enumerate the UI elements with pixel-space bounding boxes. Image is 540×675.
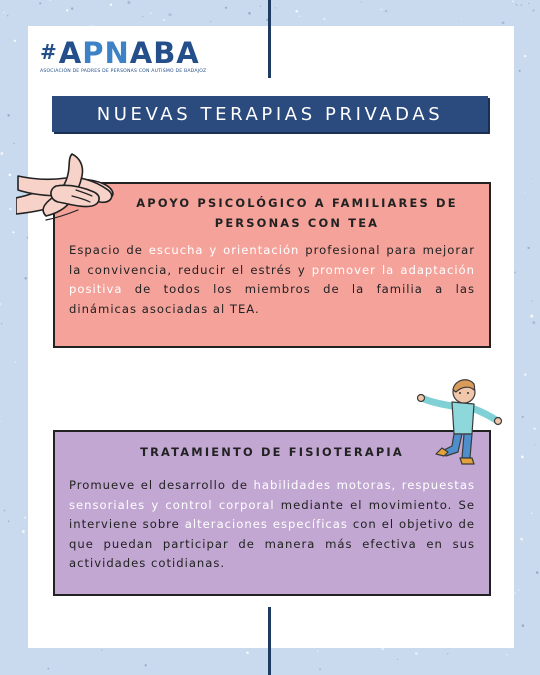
speckle-dot bbox=[295, 10, 298, 13]
speckle-dot bbox=[9, 208, 11, 210]
speckle-dot bbox=[519, 70, 521, 72]
speckle-dot bbox=[415, 652, 418, 655]
speckle-dot bbox=[39, 2, 41, 4]
speckle-dot bbox=[521, 455, 524, 458]
logo-letters-aba: ABA bbox=[129, 36, 200, 70]
speckle-dot bbox=[514, 592, 516, 594]
page-title: NUEVAS TERAPIAS PRIVADAS bbox=[96, 103, 444, 125]
logo-hash: # bbox=[40, 40, 58, 64]
highlighted-phrase: promover la adaptación positiva bbox=[69, 262, 475, 296]
speckle-dot bbox=[71, 7, 73, 9]
speckle-dot bbox=[49, 0, 51, 1]
apnaba-logo bbox=[40, 37, 206, 74]
speckle-dot bbox=[24, 517, 26, 519]
section1-heading: APOYO PSICOLÓGICO A FAMILIARES DE PERSONAS CON TEA bbox=[136, 196, 458, 230]
speckle-dot bbox=[532, 300, 533, 301]
speckle-dot bbox=[507, 654, 508, 655]
speckle-dot bbox=[533, 427, 536, 430]
speckle-dot bbox=[14, 143, 15, 144]
section1-body bbox=[55, 241, 489, 319]
section2-heading: TRATAMIENTO DE FISIOTERAPIA bbox=[140, 445, 404, 459]
speckle-dot bbox=[382, 648, 384, 650]
speckle-dot bbox=[0, 303, 1, 305]
speckle-dot bbox=[533, 10, 535, 12]
speckle-dot bbox=[22, 530, 25, 533]
speckle-dot bbox=[127, 1, 130, 4]
speckle-dot bbox=[323, 18, 325, 20]
jumping-child-icon bbox=[416, 376, 508, 480]
speckle-dot bbox=[530, 315, 533, 318]
highlighted-phrase: habilidades motoras, respuestas sensoriales y control corporal bbox=[69, 478, 475, 512]
speckle-dot bbox=[47, 668, 49, 670]
speckle-dot bbox=[169, 13, 172, 16]
speckle-dot bbox=[514, 272, 516, 274]
speckle-dot bbox=[536, 571, 538, 573]
speckle-dot bbox=[15, 362, 16, 363]
top-divider-line bbox=[268, 0, 271, 78]
speckle-dot bbox=[385, 10, 388, 13]
speckle-dot bbox=[522, 416, 524, 418]
speckle-dot bbox=[522, 624, 525, 627]
speckle-dot bbox=[14, 40, 16, 42]
section2-body bbox=[55, 476, 489, 574]
speckle-dot bbox=[361, 1, 362, 2]
speckle-dot bbox=[521, 4, 523, 6]
speckle-dot bbox=[150, 12, 152, 14]
speckle-dot bbox=[145, 664, 147, 666]
stacked-hands-icon bbox=[16, 150, 126, 232]
logo-letter-a: A bbox=[58, 36, 83, 70]
speckle-dot bbox=[532, 321, 535, 324]
speckle-dot bbox=[66, 9, 69, 12]
speckle-dot bbox=[260, 6, 261, 7]
body-text: Espacio de bbox=[69, 243, 149, 257]
speckle-dot bbox=[0, 152, 3, 155]
speckle-dot bbox=[246, 651, 249, 654]
speckle-dot bbox=[531, 178, 532, 179]
logo-subtitle: ASOCIACIÓN DE PADRES DE PERSONAS CON AUTISMO DE BADAJOZ bbox=[40, 69, 207, 74]
speckle-dot bbox=[380, 9, 381, 10]
speckle-dot bbox=[225, 7, 227, 9]
speckle-dot bbox=[512, 0, 514, 2]
speckle-dot bbox=[534, 444, 535, 445]
logo-letters-pn: PN bbox=[82, 36, 130, 70]
speckle-dot bbox=[0, 421, 1, 422]
speckle-dot bbox=[142, 16, 143, 17]
speckle-dot bbox=[1, 323, 3, 325]
speckle-dot bbox=[520, 538, 523, 541]
speckle-dot bbox=[518, 590, 519, 591]
speckle-dot bbox=[163, 19, 165, 21]
speckle-dot bbox=[317, 651, 318, 652]
body-text: profesional para mejorar la convivencia, reducir el estrés y bbox=[69, 243, 475, 277]
speckle-dot bbox=[110, 4, 112, 6]
speckle-dot bbox=[8, 520, 10, 522]
highlighted-phrase: alteraciones específicas bbox=[184, 517, 348, 531]
speckle-dot bbox=[9, 174, 12, 177]
speckle-dot bbox=[447, 653, 448, 654]
speckle-dot bbox=[531, 513, 532, 514]
body-text: Promueve el desarrollo de bbox=[69, 478, 254, 492]
title-banner bbox=[52, 96, 488, 132]
speckle-dot bbox=[525, 192, 526, 193]
speckle-dot bbox=[12, 231, 14, 233]
speckle-dot bbox=[527, 247, 529, 249]
speckle-dot bbox=[397, 659, 398, 660]
speckle-dot bbox=[101, 650, 102, 651]
speckle-dot bbox=[7, 15, 8, 16]
speckle-dot bbox=[4, 510, 6, 512]
body-text: de todos los miembros de la familia a las dinámicas asociadas al TEA. bbox=[69, 282, 475, 316]
speckle-dot bbox=[502, 21, 505, 24]
speckle-dot bbox=[381, 8, 382, 9]
speckle-dot bbox=[248, 12, 251, 15]
speckle-dot bbox=[524, 373, 526, 375]
body-text: mediante el movimiento. Se interviene sobre bbox=[69, 497, 475, 531]
speckle-dot bbox=[7, 114, 10, 117]
body-text: con el objetivo de que puedan participar de manera más efectiva en sus actividades cotidianas. bbox=[69, 517, 476, 570]
speckle-dot bbox=[516, 4, 518, 6]
speckle-dot bbox=[528, 3, 529, 4]
speckle-dot bbox=[25, 277, 27, 279]
speckle-dot bbox=[319, 668, 321, 670]
speckle-dot bbox=[4, 12, 5, 13]
highlighted-phrase: escucha y orientación bbox=[148, 243, 300, 257]
speckle-dot bbox=[299, 16, 301, 18]
speckle-dot bbox=[458, 21, 459, 22]
logo-wordmark bbox=[40, 37, 206, 68]
speckle-dot bbox=[210, 21, 211, 22]
speckle-dot bbox=[524, 55, 527, 58]
speckle-dot bbox=[275, 7, 277, 9]
bottom-divider-line bbox=[268, 607, 271, 675]
